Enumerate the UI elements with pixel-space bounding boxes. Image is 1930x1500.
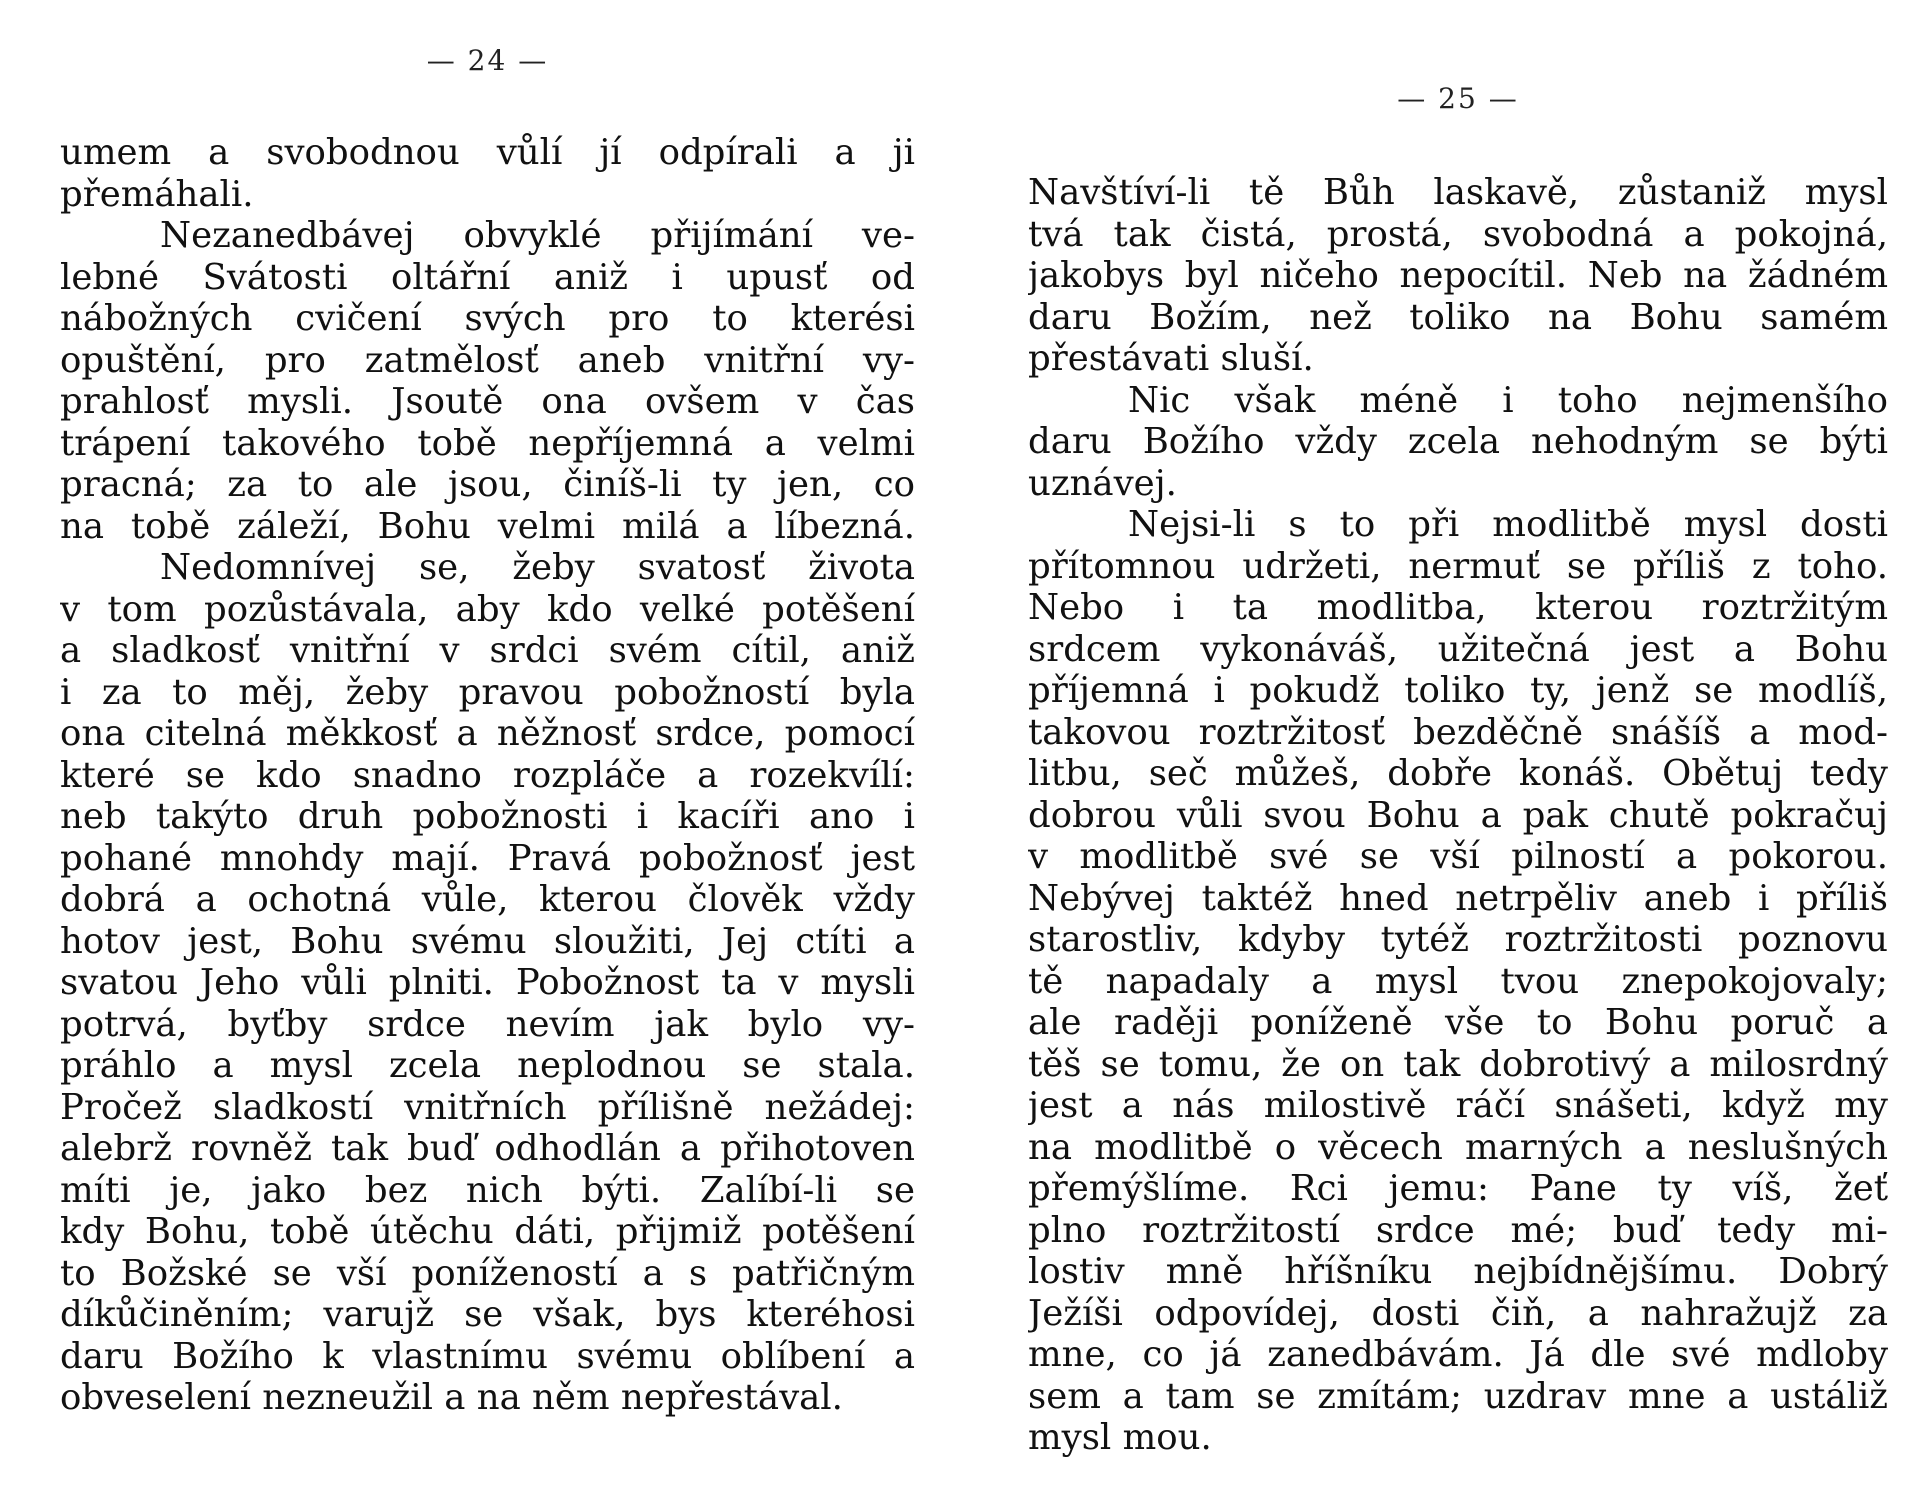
text-line: přemáhali.	[60, 173, 254, 215]
right-paragraph-1	[1028, 172, 1888, 380]
text-line: svatou Jeho vůli plniti. Pobožnost ta v mysli	[60, 962, 915, 1003]
text-line: hotov jest, Bohu svému sloužiti, Jej ctíti a	[60, 920, 915, 962]
text-line: v modlitbě své se vší pilností a pokorou.	[1028, 836, 1888, 877]
text-line: obveselení nezneužil a na něm nepřestával.	[60, 1377, 843, 1418]
text-line: pracná; za to ale jsou, činíš-li ty jen, co	[60, 464, 915, 505]
text-line: na tobě záleží, Bohu velmi milá a líbezná.	[60, 505, 915, 547]
text-line: prahlosť mysli. Jsoutě ona ovšem v čas	[60, 381, 915, 422]
text-line: litbu, seč můžeš, dobře konáš. Obětuj tedy	[1028, 753, 1888, 794]
text-line: Pročež sladkostí vnitřních přílišně nežádej:	[60, 1086, 915, 1128]
text-line: tvá tak čistá, prostá, svobodná a pokojná,	[1028, 213, 1888, 255]
text-line: umem a svobodnou vůlí jí odpírali a ji	[60, 132, 915, 173]
page-number-left: — 24 —	[426, 44, 549, 77]
page-number-right: — 25 —	[1397, 82, 1519, 115]
left-paragraph-2	[60, 215, 915, 547]
text-line: daru Božího vždy zcela nehodným se býti	[1028, 421, 1888, 462]
text-line: alebrž rovněž tak buď odhodlán a přihotoven	[60, 1128, 915, 1169]
text-line: takovou roztržitosť bezděčně snášíš a mod-	[1028, 711, 1888, 753]
text-line: daru Božího k vlastnímu svému oblíbení a	[60, 1335, 915, 1377]
text-line: dobrá a ochotná vůle, kterou člověk vždy	[60, 879, 915, 920]
left-page-text	[60, 132, 915, 1419]
text-line: uznávej.	[1028, 462, 1177, 504]
text-line: ale raději poníženě vše to Bohu poruč a	[1028, 1002, 1888, 1043]
text-line: tě napadaly a mysl tvou znepokojovaly;	[1028, 960, 1888, 1002]
text-line: daru Božím, než toliko na Bohu samém	[1028, 296, 1888, 338]
text-line: ona citelná měkkosť a něžnosť srdce, pomocí	[60, 713, 915, 754]
left-paragraph-1	[60, 132, 915, 215]
text-line: opuštění, pro zatmělosť aneb vnitřní vy-	[60, 339, 915, 381]
text-line: přítomnou udržeti, nermuť se příliš z toho.	[1028, 545, 1888, 587]
text-line: v tom pozůstávala, aby kdo velké potěšení	[60, 588, 915, 630]
text-line: pohané mnohdy mají. Pravá pobožnosť jest	[60, 837, 915, 879]
text-line: starostliv, kdyby tytéž roztržitosti poznovu	[1028, 919, 1888, 960]
text-line: práhlo a mysl zcela neplodnou se stala.	[60, 1045, 915, 1086]
text-line: Nic však méně i toho nejmenšího	[1128, 379, 1888, 421]
text-line: přemýšlíme. Rci jemu: Pane ty víš, žeť	[1028, 1168, 1888, 1209]
text-line: mne, co já zanedbávám. Já dle své mdloby	[1028, 1334, 1888, 1375]
text-line: kdy Bohu, tobě útěchu dáti, přijmiž potěšení	[60, 1211, 915, 1252]
text-line: plno roztržitostí srdce mé; buď tedy mi-	[1028, 1209, 1888, 1251]
text-line: srdcem vykonáváš, užitečná jest a Bohu	[1028, 628, 1888, 670]
text-line: lostiv mně hříšníku nejbídnějšímu. Dobrý	[1028, 1251, 1888, 1292]
text-line: sem a tam se zmítám; uzdrav mne a ustáliž	[1028, 1375, 1888, 1417]
text-line: jakobys byl ničeho nepocítil. Neb na žádném	[1028, 255, 1888, 296]
text-line: mysl mou.	[1028, 1417, 1212, 1458]
text-line: a sladkosť vnitřní v srdci svém cítil, aniž	[60, 630, 915, 671]
text-line: potrvá, byťby srdce nevím jak bylo vy-	[60, 1003, 915, 1045]
text-line: to Božské se vší ponížeností a s patřičným	[60, 1252, 915, 1294]
text-line: Nebývej taktéž hned netrpěliv aneb i příliš	[1028, 877, 1888, 919]
text-line: na modlitbě o věcech marných a neslušných	[1028, 1126, 1888, 1168]
text-line: trápení takového tobě nepříjemná a velmi	[60, 422, 915, 464]
text-line: dobrou vůli svou Bohu a pak chutě pokračuj	[1028, 794, 1888, 836]
text-line: lebné Svátosti oltářní aniž i upusť od	[60, 256, 915, 298]
text-line: těš se tomu, že on tak dobrotivý a milosrdný	[1028, 1043, 1888, 1085]
text-line: Nejsi-li s to při modlitbě mysl dosti	[1128, 504, 1888, 545]
text-line: jest a nás milostivě ráčí snášeti, když my	[1028, 1085, 1888, 1126]
text-line: Ježíši odpovídej, dosti čiň, a nahražujž za	[1028, 1292, 1888, 1334]
text-line: Nezanedbávej obvyklé přijímání ve-	[160, 215, 915, 256]
text-line: příjemná i pokudž toliko ty, jenž se modlíš,	[1028, 670, 1888, 711]
text-line: neb takýto druh pobožnosti i kacíři ano i	[60, 796, 915, 837]
right-paragraph-3	[1028, 504, 1888, 1459]
text-line: přestávati sluší.	[1028, 338, 1314, 379]
text-line: i za to měj, žeby pravou pobožností byla	[60, 671, 915, 713]
text-line: Navštíví-li tě Bůh laskavě, zůstaniž mysl	[1028, 172, 1888, 213]
text-line: Nedomnívej se, žeby svatosť života	[160, 547, 915, 588]
left-paragraph-3	[60, 547, 915, 1419]
text-line: nábožných cvičení svých pro to kterési	[60, 298, 915, 339]
right-page-text	[1028, 172, 1888, 1459]
text-line: které se kdo snadno rozpláče a rozekvílí:	[60, 754, 915, 796]
text-line: Nebo i ta modlitba, kterou roztržitým	[1028, 587, 1888, 628]
text-line: díkůčiněním; varujž se však, bys kteréhosi	[60, 1294, 915, 1335]
right-paragraph-2	[1028, 380, 1888, 505]
text-line: míti je, jako bez nich býti. Zalíbí-li se	[60, 1169, 915, 1211]
